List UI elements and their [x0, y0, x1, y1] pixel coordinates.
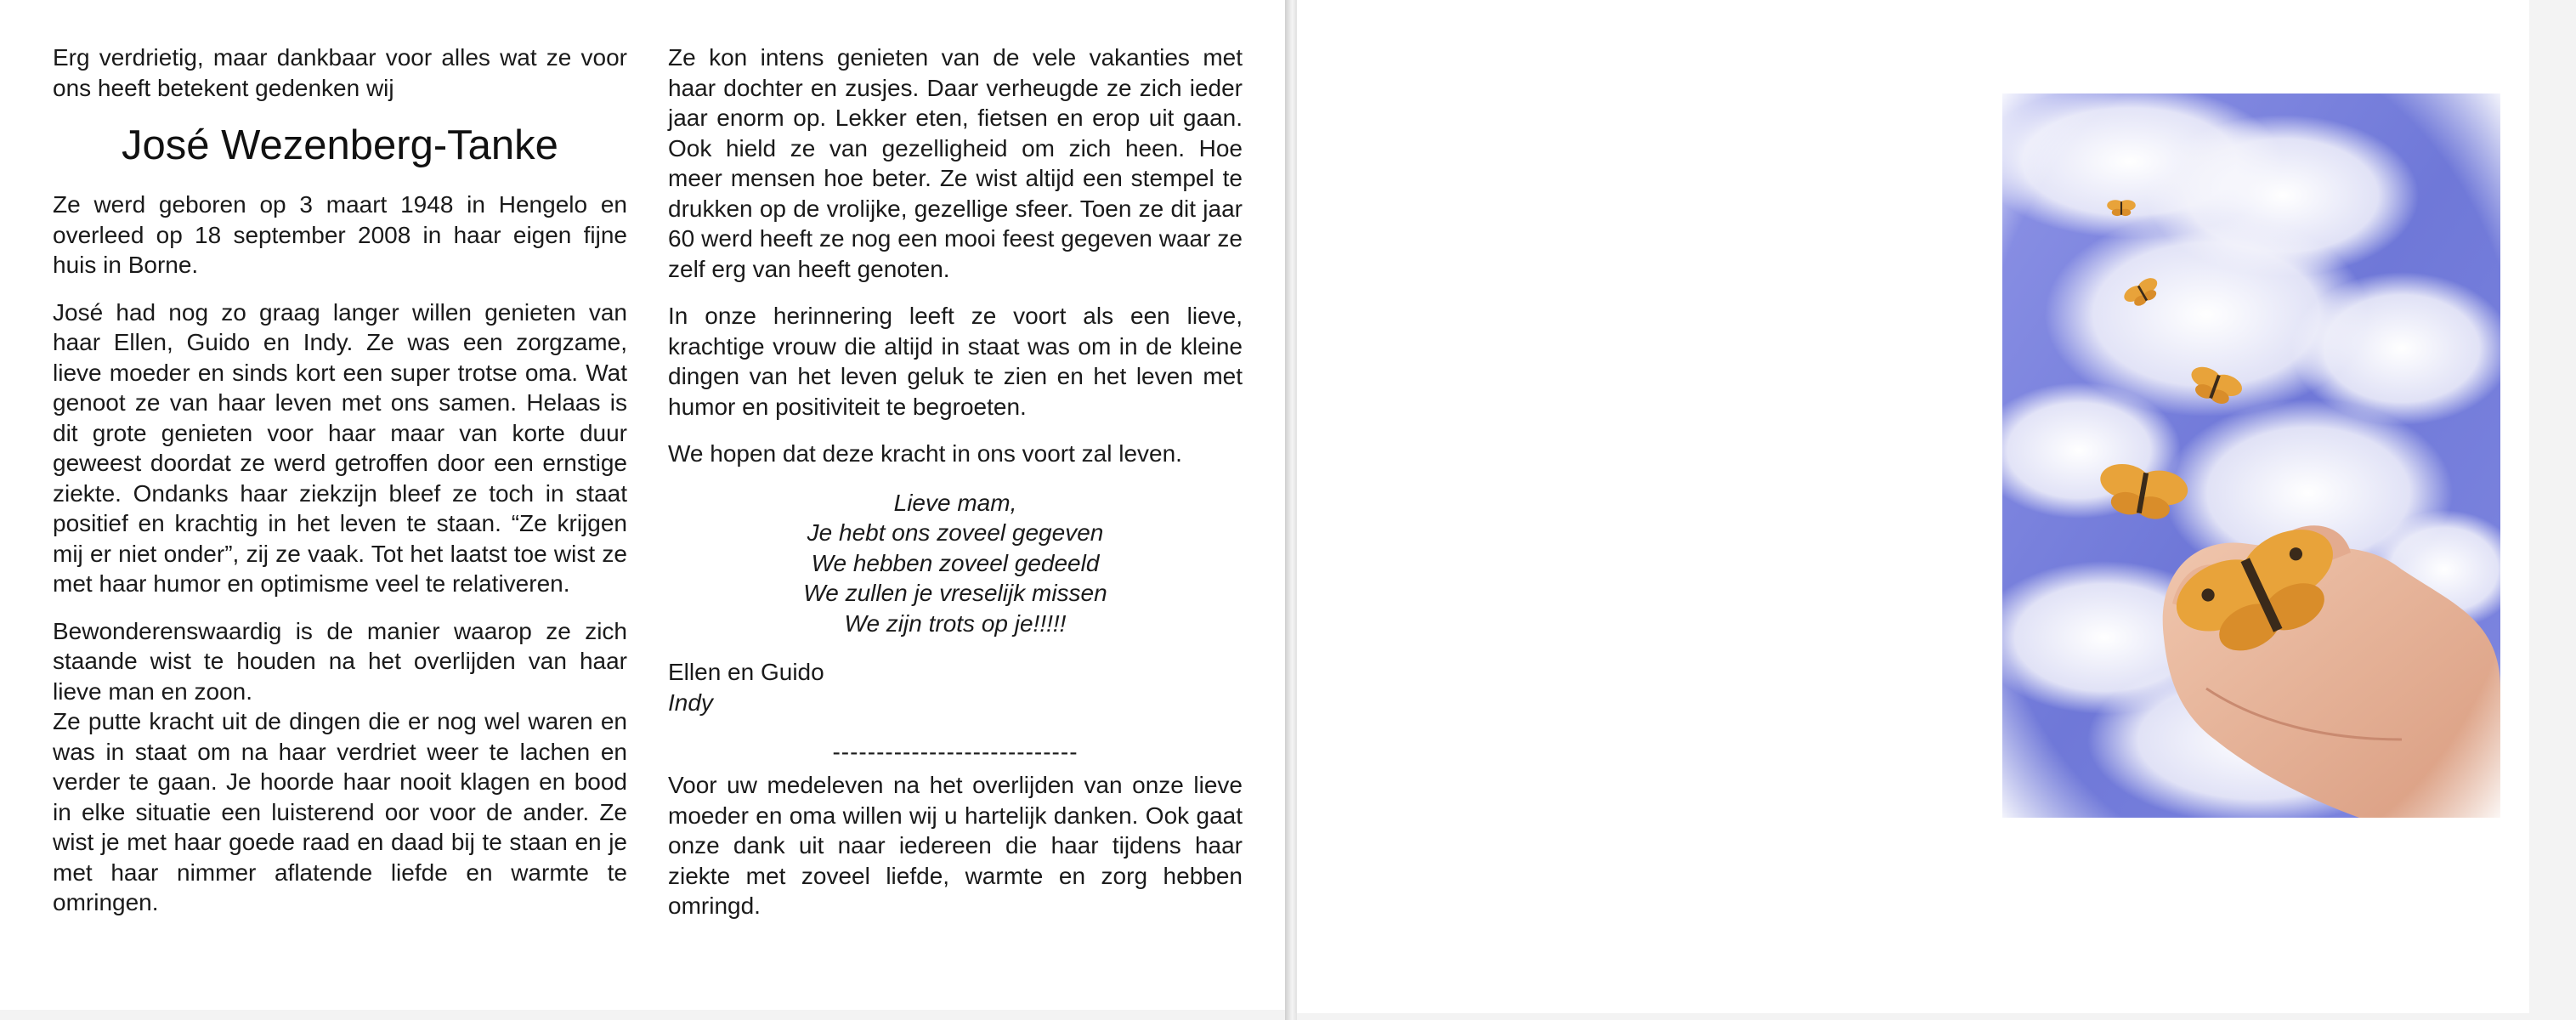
butterflies-hands-photo: [2002, 94, 2500, 818]
memory-paragraph-2: In onze herinnering leeft ze voort als een lieve, krachtige vrouw die altijd in staat was om in de kleine dingen van het leven geluk te zien en het leven met humor en positiviteit te begroeten.: [668, 303, 1243, 420]
poem-line: Je hebt ons zoveel gegeven: [807, 519, 1104, 546]
deceased-name: José Wezenberg-Tanke: [122, 122, 558, 168]
signature-child: Indy: [668, 688, 713, 716]
birth-death-text: Ze werd geboren op 3 maart 1948 in Hengelo en overleed op 18 september 2008 in haar eigen fijne huis in Borne.: [53, 191, 627, 278]
poem-line: We zijn trots op je!!!!!: [844, 609, 1067, 637]
signature-names: Ellen en Guido: [668, 659, 824, 685]
memory-paragraph-1: Ze kon intens genieten van de vele vakanties met haar dochter en zusjes. Daar verheugde ze zich ieder jaar enorm op. Lekker eten, fietsen en erop uit gaan. Ook hield ze van gezelligheid om zich heen. Hoe meer mensen hoe beter. Ze wist altijd een stempel te drukken op de vrolijke, gezellige sfeer. Toen ze dit jaar 60 werd heeft ze nog een mooi feest gegeven waar ze zelf erg van heeft genoten.: [668, 44, 1243, 282]
left-text-column: [53, 42, 627, 935]
hope-line: We hopen dat deze kracht in ons voort zal leven.: [668, 440, 1182, 467]
inner-right-page: [1295, 0, 2529, 1013]
poem-line: Lieve mam,: [893, 489, 1017, 516]
poem-line: We zullen je vreselijk missen: [803, 580, 1107, 606]
thanks-paragraph: Voor uw medeleven na het overlijden van onze lieve moeder en oma willen wij u hartelijk danken. Ook gaat onze dank uit naar iedereen die haar tijdens haar ziekte met zoveel liefde, warmte en zorg hebben omringd.: [668, 772, 1243, 919]
intro-text: Erg verdrietig, maar dankbaar voor alles wat ze voor ons heeft betekent gedenken wij: [53, 44, 627, 101]
poem-line: We hebben zoveel gedeeld: [811, 549, 1100, 576]
inner-left-page: [0, 0, 1291, 1010]
signature: [668, 657, 1243, 717]
life-paragraph-2: Bewonderenswaardig is de manier waarop ze zich staande wist te houden na het overlijden van haar lieve man en zoon.: [53, 617, 627, 705]
butterfly-sky-illustration: [2002, 94, 2500, 818]
right-text-column: [668, 42, 1243, 938]
divider-line: ----------------------------: [832, 739, 1079, 765]
poem: [668, 488, 1243, 639]
life-paragraph-3: Ze putte kracht uit de dingen die er nog wel waren en was in staat om na haar verdriet weer te lachen en verder te gaan. Je hoorde haar nooit klagen en bood in elke situatie een luisterend oor voor de ander. Ze wist je met haar goede raad en daad bij te staan en je met haar nimmer aflatende liefde en warmte te omringen.: [53, 708, 627, 915]
life-paragraph-1: José had nog zo graag langer willen genieten van haar Ellen, Guido en Indy. Ze was een zorgzame, lieve moeder en sinds kort een super trotse oma. Wat genoot ze van haar leven met ons samen. Helaas is dit grote genieten voor haar maar van korte duur geweest doordat ze werd getroffen door een ernstige ziekte. Ondanks haar ziekzijn bleef ze toch in staat positief en krachtig in het leven te staan. “Ze krijgen mij er niet onder”, zij ze vaak. Tot het laatst toe wist ze met haar humor en optimisme veel te relativeren.: [53, 298, 627, 597]
